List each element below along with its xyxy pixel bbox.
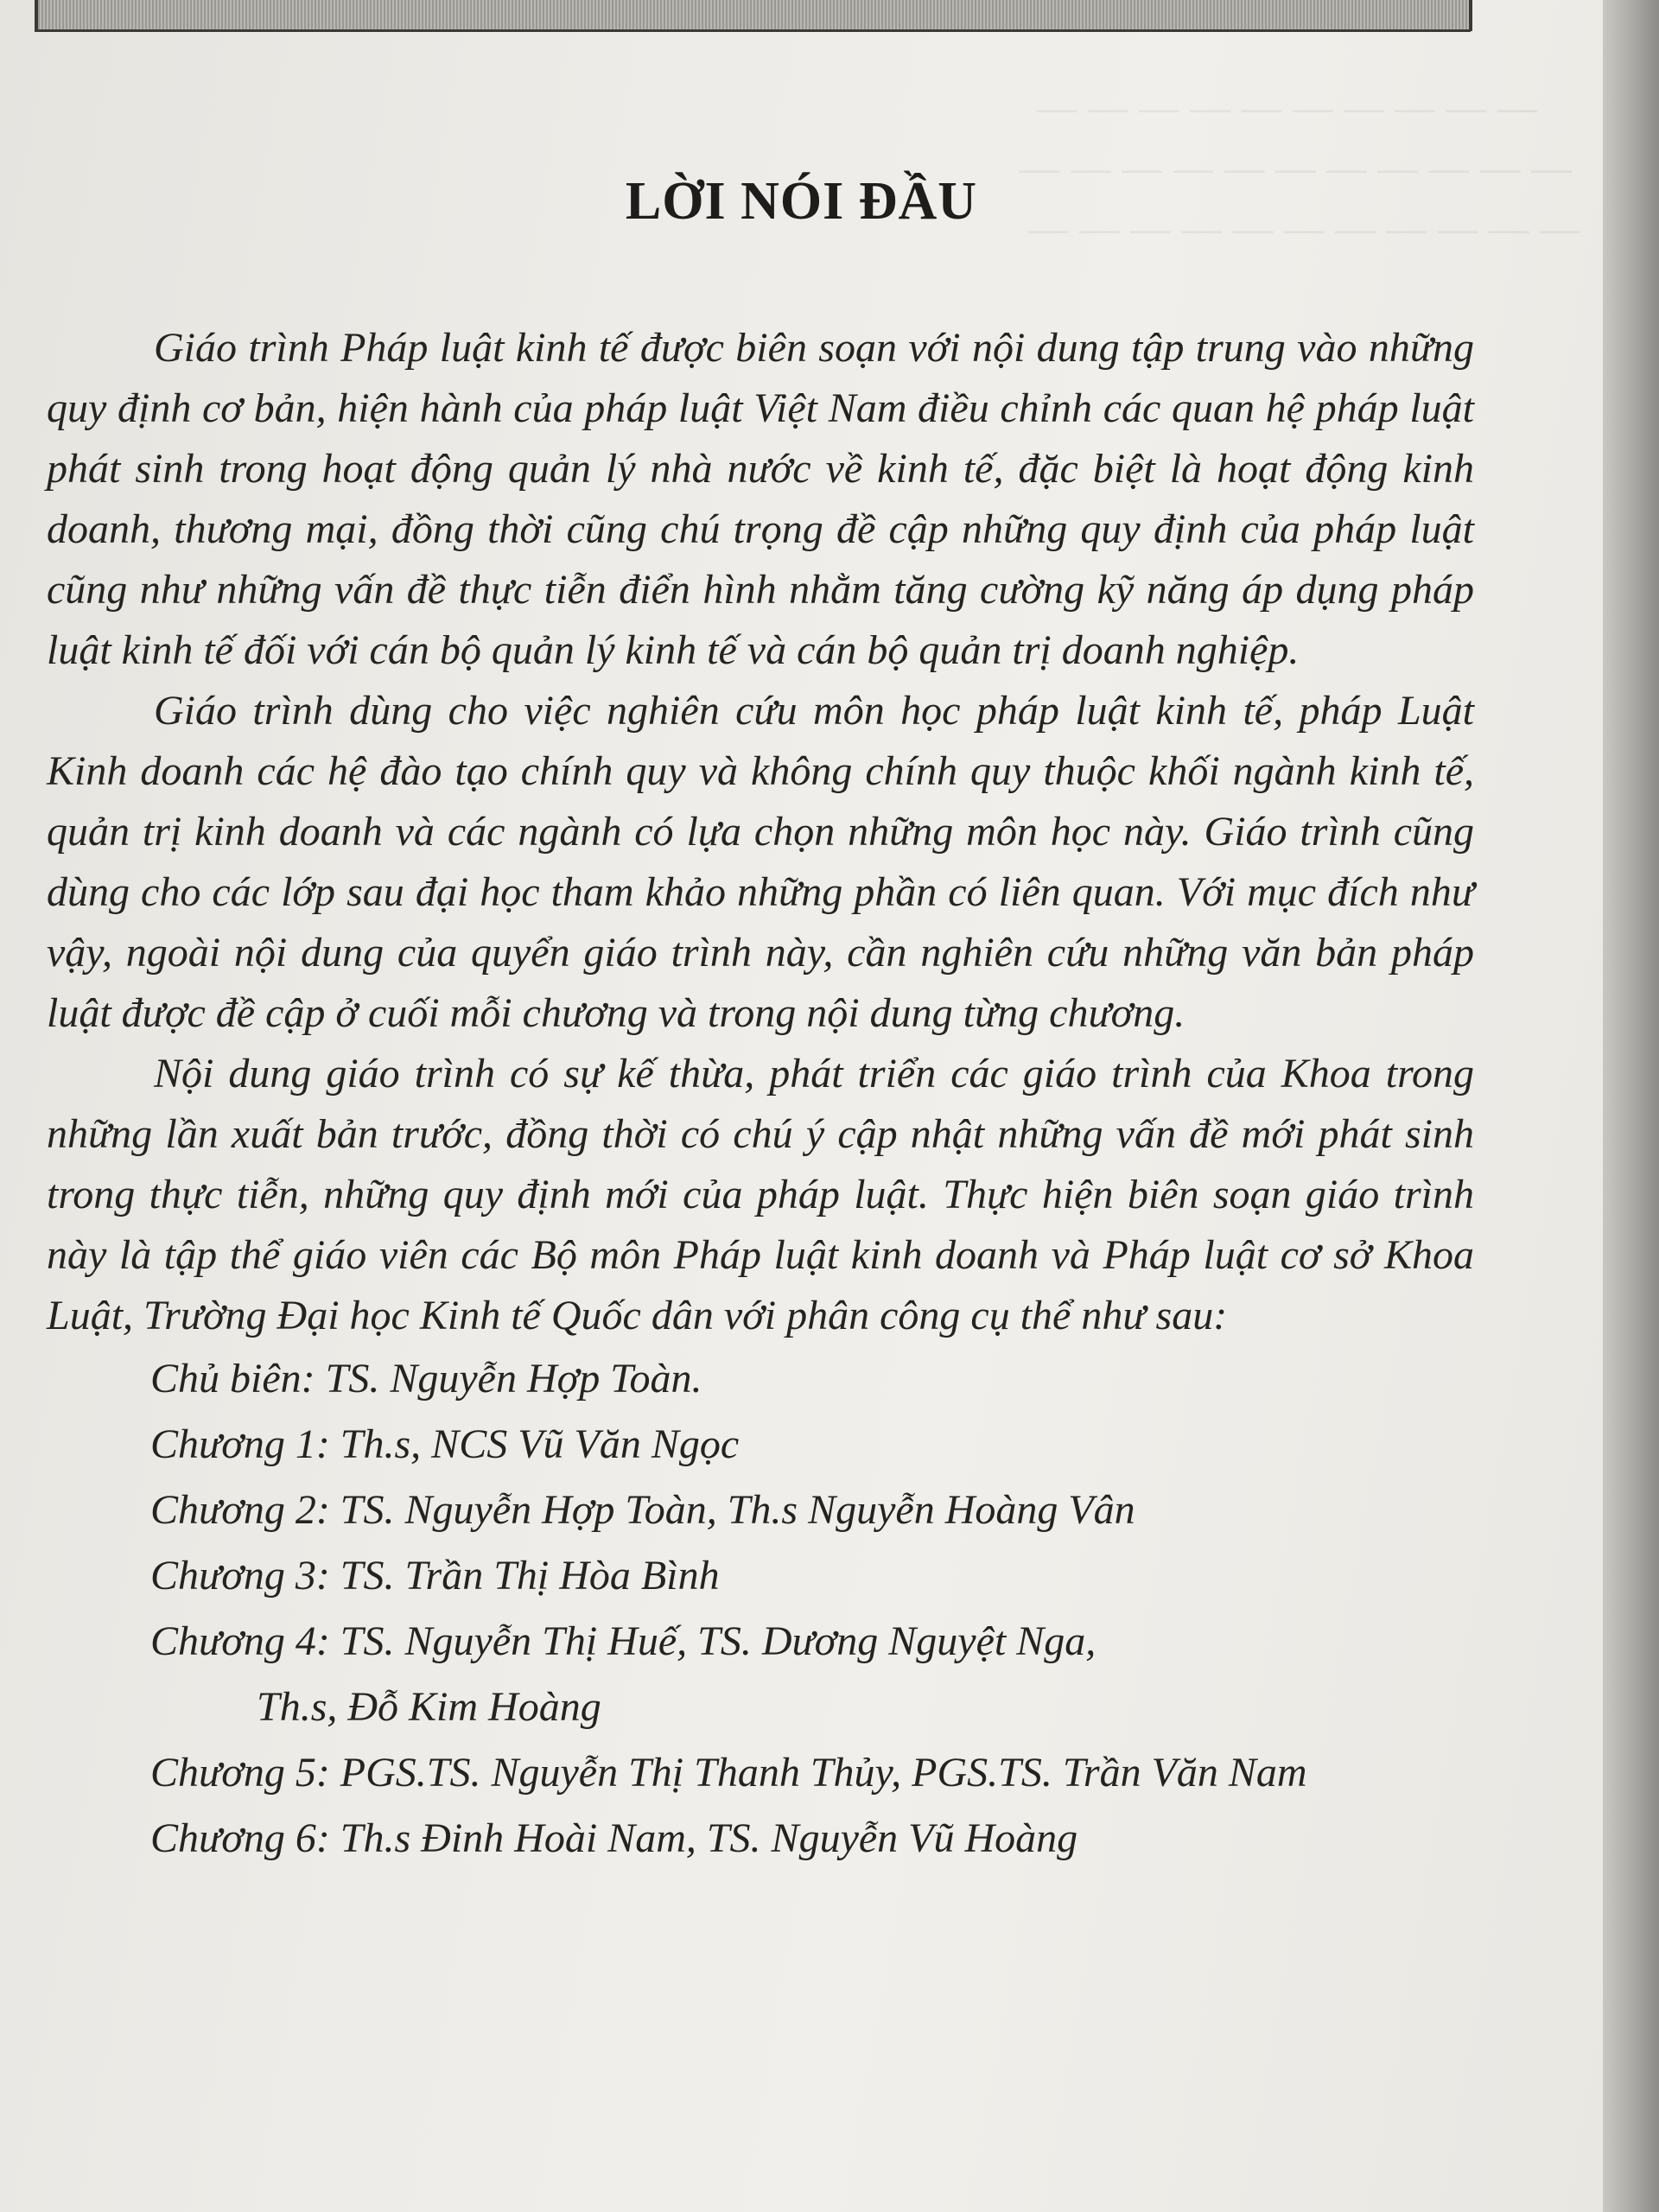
- page-edge-shadow: [1603, 0, 1659, 2212]
- author-editor-line: Chủ biên: TS. Nguyễn Hợp Toàn.: [150, 1356, 702, 1402]
- preface-body: [47, 318, 1474, 1872]
- header-bar-right-edge: [1469, 0, 1472, 31]
- author-chapter-6: Chương 6: Th.s Đinh Hoài Nam, TS. Nguyễn Vũ Hoàng: [150, 1815, 1078, 1861]
- author-chapter-4: Chương 4: TS. Nguyễn Thị Huế, TS. Dương Nguyệt Nga,: [150, 1618, 1096, 1664]
- paragraph-3: Nội dung giáo trình có sự kế thừa, phát triển các giáo trình của Khoa trong những lần xuất bản trước, đồng thời có chú ý cập nhật những vấn đề mới phát sinh trong thực tiễn, những quy định mới của pháp luật. Thực hiện biên soạn giáo trình này là tập thể giáo viên các Bộ môn Pháp luật kinh doanh và Pháp luật cơ sở Khoa Luật, Trường Đại học Kinh tế Quốc dân với phân công cụ thể như sau:: [47, 1051, 1474, 1338]
- author-chapter-3: Chương 3: TS. Trần Thị Hòa Bình: [150, 1553, 720, 1599]
- author-chapter-5: Chương 5: PGS.TS. Nguyễn Thị Thanh Thủy, PGS.TS. Trần Văn Nam: [150, 1750, 1307, 1796]
- header-bar-left-edge: [35, 0, 38, 31]
- bleed-through-text: — — — — — — — — — — —: [1020, 143, 1572, 193]
- page-title: LỜI NÓI ĐẦU: [625, 172, 978, 231]
- author-chapter-4-continued: Th.s, Đỗ Kim Hoàng: [257, 1684, 601, 1730]
- running-header-bar: [35, 0, 1471, 32]
- paragraph-1: Giáo trình Pháp luật kinh tế được biên soạn với nội dung tập trung vào những quy định cơ bản, hiện hành của pháp luật Việt Nam điều chỉnh các quan hệ pháp luật phát sinh trong hoạt động quản lý nhà nước về kinh tế, đặc biệt là hoạt động kinh doanh, thương mại, đồng thời cũng chú trọng đề cập những quy định của pháp luật cũng như những vấn đề thực tiễn điển hình nhằm tăng cường kỹ năng áp dụng pháp luật kinh tế đối với cán bộ quản lý kinh tế và cán bộ quản trị doanh nghiệp.: [47, 325, 1474, 673]
- bleed-through-text: — — — — — — — — — — —: [1028, 204, 1580, 253]
- author-chapter-1: Chương 1: Th.s, NCS Vũ Văn Ngọc: [150, 1421, 740, 1467]
- author-chapter-2: Chương 2: TS. Nguyễn Hợp Toàn, Th.s Nguyễn Hoàng Vân: [150, 1487, 1135, 1533]
- bleed-through-text: — — — — — — — — — —: [1037, 83, 1538, 132]
- paragraph-2: Giáo trình dùng cho việc nghiên cứu môn học pháp luật kinh tế, pháp Luật Kinh doanh các hệ đào tạo chính quy và không chính quy thuộc khối ngành kinh tế, quản trị kinh doanh và các ngành có lựa chọn những môn học này. Giáo trình cũng dùng cho các lớp sau đại học tham khảo những phần có liên quan. Với mục đích như vậy, ngoài nội dung của quyển giáo trình này, cần nghiên cứu những văn bản pháp luật được đề cập ở cuối mỗi chương và trong nội dung từng chương.: [47, 688, 1474, 1036]
- author-list: [47, 1346, 1474, 1872]
